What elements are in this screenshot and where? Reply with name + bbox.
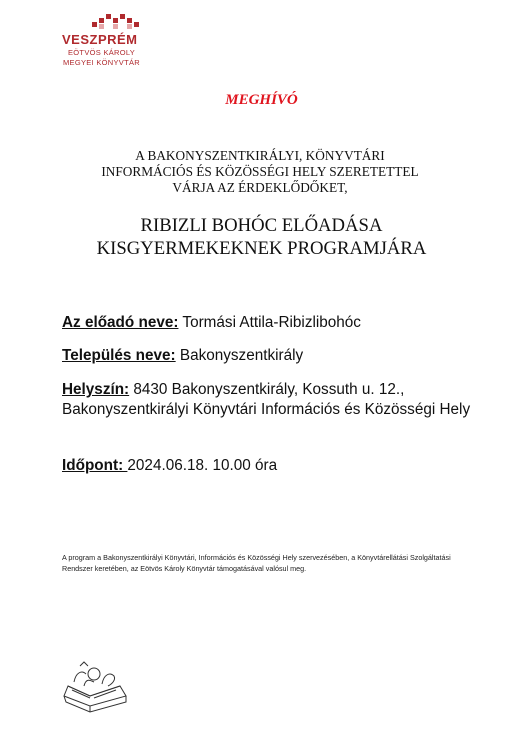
footnote: A program a Bakonyszentkirályi Könyvtári, Információs és Közösségi Hely szervezésében, a Könyvtárellátási Szolgáltatási Rendszer keretében, az Eötvös Károly Könyvtár támogatásával valósul meg.: [62, 553, 451, 573]
venue-label: Helyszín:: [62, 381, 130, 398]
settlement-row: [62, 346, 303, 366]
host-line: VÁRJA AZ ÉRDEKLŐDŐKET,: [172, 180, 348, 195]
crown-logo-icon: [90, 12, 144, 30]
settlement-label: Település neve:: [62, 347, 176, 364]
logo-subtitle-2: MEGYEI KÖNYVTÁR: [63, 58, 141, 67]
performer-label: Az előadó neve:: [62, 314, 179, 331]
program-line: RIBIZLI BOHÓC ELŐADÁSA: [140, 215, 383, 236]
host-line: A BAKONYSZENTKIRÁLYI, KÖNYVTÁRI: [135, 148, 385, 163]
program-line: KISGYERMEKEKNEK PROGRAMJÁRA: [96, 238, 427, 259]
host-line: INFORMÁCIÓS ÉS KÖZÖSSÉGI HELY SZERETETTEL: [101, 164, 419, 179]
program-title: [40, 214, 483, 260]
open-book-icon: [60, 656, 130, 714]
venue-value: 8430 Bakonyszentkirály, Kossuth u. 12., Bakonyszentkirályi Könyvtári Információs és Közösségi Hely: [62, 381, 471, 418]
time-value: 2024.06.18. 10.00 óra: [127, 457, 278, 474]
time-row: [62, 456, 277, 476]
settlement-value: Bakonyszentkirály: [175, 347, 304, 364]
performer-value: Tormási Attila-Ribizlibohóc: [178, 314, 361, 331]
page-title: MEGHÍVÓ: [225, 92, 298, 108]
time-label: Időpont:: [62, 457, 128, 474]
host-text: [60, 148, 460, 196]
logo-name: VESZPRÉM: [62, 32, 138, 47]
logo-subtitle-1: EÖTVÖS KÁROLY: [68, 48, 136, 57]
venue-row: [62, 380, 492, 420]
performer-row: [62, 313, 361, 333]
